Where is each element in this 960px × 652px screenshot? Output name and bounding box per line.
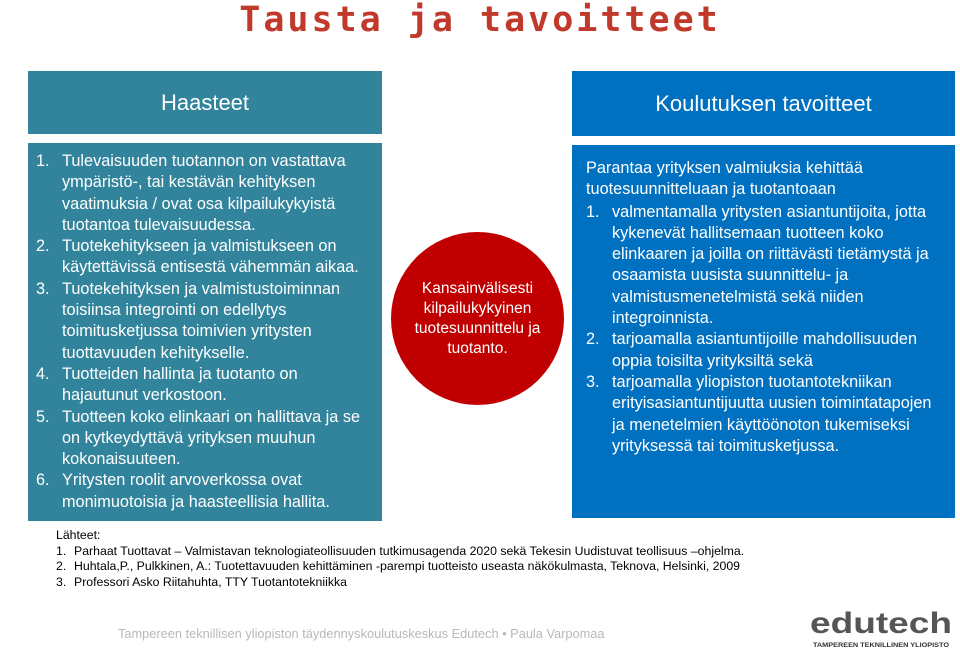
training-goals-heading bbox=[572, 71, 955, 136]
challenges-list bbox=[36, 151, 372, 513]
list-item: 2. tarjoamalla asiantuntijoille mahdollisuuden oppia toisilta yrityksiltä sekä bbox=[586, 330, 918, 370]
list-item: 2. Huhtala,P., Pulkkinen, A.: Tuotettavuuden kehittäminen -parempi tuotteisto useasta näkökulmasta, Teknova, Helsinki, 2009 bbox=[56, 559, 741, 573]
training-goals-heading-label: Koulutuksen tavoitteet bbox=[655, 90, 872, 116]
goal-circle bbox=[391, 232, 564, 405]
logo-tagline: TAMPEREEN TEKNILLINEN YLIOPISTO bbox=[813, 642, 949, 649]
goal-circle-text: Kansainvälisesti kilpailukykyinen tuotesuunnittelu ja tuotanto. bbox=[414, 279, 541, 357]
footer-credit: Tampereen teknillisen yliopiston täydennyskoulutuskeskus Edutech • Paula Varpomaa bbox=[118, 626, 605, 641]
list-item: 1. Tulevaisuuden tuotannon on vastattava ympäristö-, tai kestävän kehityksen vaatimuksia / ovat osa kilpailukykyistä tuotantoa tulevaisuudessa. bbox=[36, 152, 346, 234]
training-goals-list bbox=[586, 202, 945, 458]
logo-wordmark: edutech bbox=[810, 607, 952, 640]
sources-heading: Lähteet: bbox=[56, 528, 101, 542]
sources-section bbox=[56, 528, 856, 590]
list-item: 2. Tuotekehitykseen ja valmistukseen on käytettävissä entisestä vähemmän aikaa. bbox=[36, 237, 359, 277]
list-item: 3. Professori Asko Riitahuhta, TTY Tuotantotekniikka bbox=[56, 574, 347, 589]
sources-list bbox=[56, 544, 856, 591]
page-title: Tausta ja tavoitteet bbox=[239, 0, 721, 40]
training-goals-intro: Parantaa yrityksen valmiuksia kehittää tuotesuunnitteluaan ja tuotantoaan bbox=[586, 159, 863, 199]
challenges-heading-label: Haasteet bbox=[160, 89, 250, 115]
challenges-heading bbox=[28, 71, 382, 134]
list-item: 3. tarjoamalla yliopiston tuotantotekniikan erityisasiantuntijuutta uusien toimintatapojen ja menetelmien käyttöönoton tukemiseksi yrityksessä tai toimitusketjussa. bbox=[586, 372, 932, 455]
list-item: 6. Yritysten roolit arvoverkossa ovat monimuotoisia ja haasteellisia hallita. bbox=[36, 471, 330, 511]
training-goals-panel bbox=[572, 145, 955, 518]
list-item: 3. Tuotekehityksen ja valmistustoiminnan toisiinsa integrointi on edellytys toimitusketjussa toimivien yritysten tuottavuuden kehitykselle. bbox=[36, 279, 341, 362]
edutech-logo bbox=[808, 602, 954, 650]
list-item: 1. valmentamalla yritysten asiantuntijoita, jotta kykenevät hallitsemaan tuotteen koko elinkaaren ja joilla on riittävästi tietämystä ja osaamista uusista suunnittelu- ja valmistusmenetelmistä sekä niiden integroinnista. bbox=[586, 202, 929, 328]
list-item: 4. Tuotteiden hallinta ja tuotanto on hajautunut verkostoon. bbox=[36, 364, 298, 405]
list-item: 1. Parhaat Tuottavat – Valmistavan teknologiateollisuuden tutkimusagenda 2020 sekä Tekesin Uudistuvat teollisuus –ohjelma. bbox=[56, 543, 745, 558]
challenges-list-panel bbox=[28, 143, 382, 521]
list-item: 5. Tuotteen koko elinkaari on hallittava ja se on kytkeydyttävä yrityksen muuhun kokonaisuuteen. bbox=[36, 407, 361, 469]
